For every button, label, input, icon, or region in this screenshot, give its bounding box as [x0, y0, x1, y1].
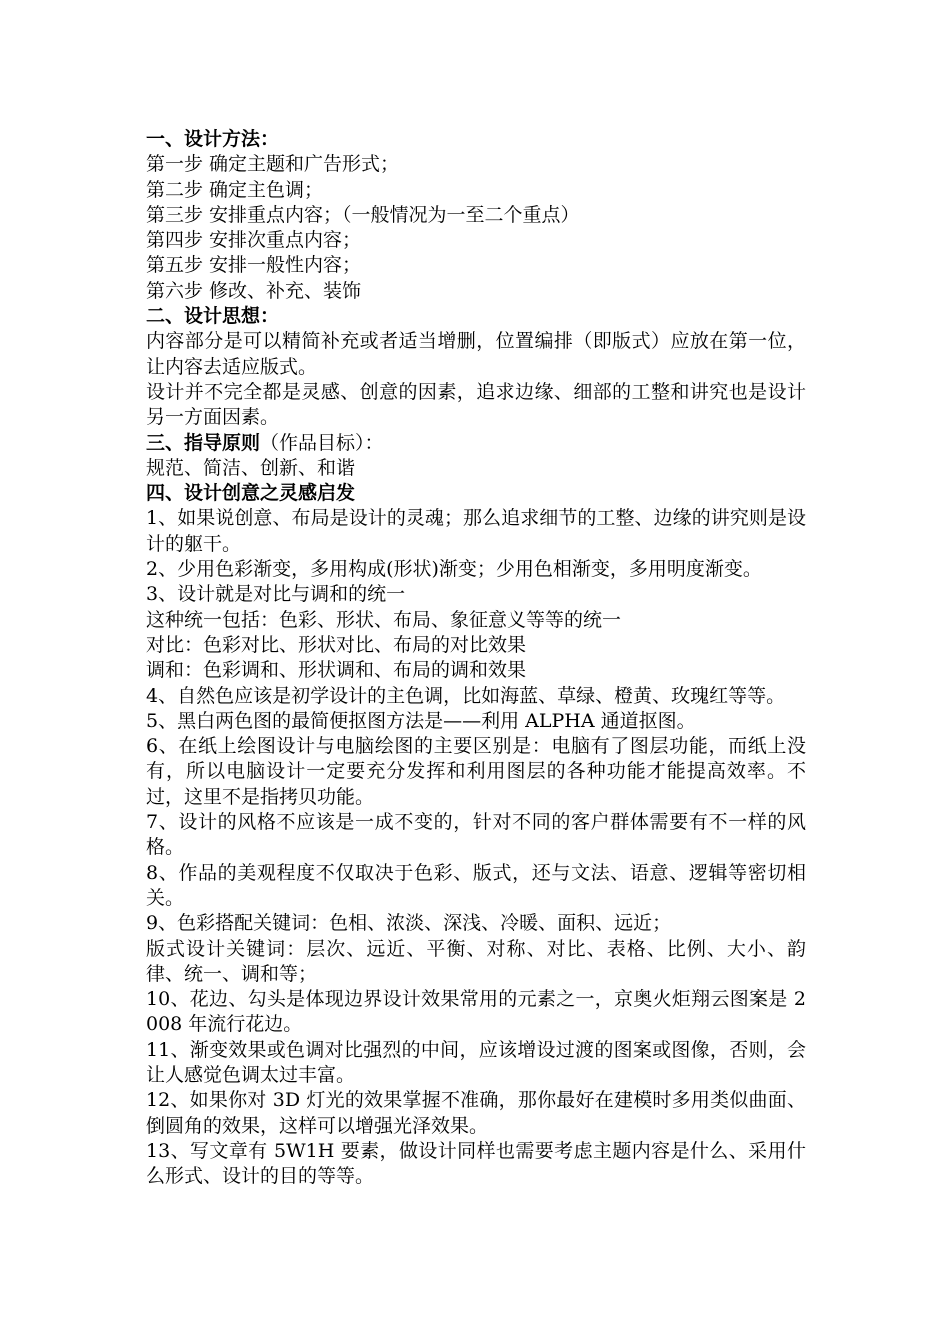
list-item: 1、如果说创意、布局是设计的灵魂；那么追求细节的工整、边缘的讲究则是设计的躯干。: [146, 507, 806, 555]
list-item: 4、自然色应该是初学设计的主色调，比如海蓝、草绿、橙黄、玫瑰红等等。: [146, 684, 786, 707]
list-item: 6、在纸上绘图设计与电脑绘图的主要区别是：电脑有了图层功能，而纸上没有，所以电脑设计一定要充分发挥和利用图层的各种功能才能提高效率。不过，这里不是指拷贝功能。: [146, 735, 806, 808]
list-item: 版式设计关键词：层次、远近、平衡、对称、对比、表格、比例、大小、韵律、统一、调和等；: [146, 937, 806, 985]
step-line: 第五步 安排一般性内容；: [146, 254, 362, 277]
list-item: 11、渐变效果或色调对比强烈的中间，应该增设过渡的图案或图像，否则，会让人感觉色调太过丰富。: [146, 1038, 806, 1086]
list-item: 2、少用色彩渐变，多用构成(形状)渐变；少用色相渐变，多用明度渐变。: [146, 558, 762, 581]
list-item: 5、黑白两色图的最简便抠图方法是——利用 ALPHA 通道抠图。: [146, 709, 696, 732]
step-line: 第二步 确定主色调；: [146, 178, 324, 201]
paragraph: 设计并不完全都是灵感、创意的因素，追求边缘、细部的工整和讲究也是设计另一方面因素。: [146, 380, 806, 429]
list-item: 这种统一包括：色彩、形状、布局、象征意义等等的统一: [146, 608, 622, 631]
heading-bold-part: 三、指导原则: [146, 431, 261, 454]
section-heading-inspiration: 四、设计创意之灵感启发: [146, 482, 356, 505]
list-item: 9、色彩搭配关键词：色相、浓淡、深浅、冷暖、面积、远近；: [146, 912, 672, 935]
step-line: 第一步 确定主题和广告形式；: [146, 153, 400, 176]
list-item: 调和：色彩调和、形状调和、布局的调和效果: [146, 659, 527, 682]
step-line: 第四步 安排次重点内容；: [146, 229, 362, 252]
heading-normal-part: （作品目标）：: [260, 431, 384, 454]
list-item: 10、花边、勾头是体现边界设计效果常用的元素之一，京奥火炬翔云图案是 2008 年流行花边。: [146, 988, 806, 1036]
paragraph: 内容部分是可以精简补充或者适当增删，位置编排（即版式）应放在第一位，让内容去适应版式。: [146, 330, 806, 378]
principles-text: 规范、简洁、创新、和谐: [146, 456, 356, 479]
section-heading-design-thinking: 二、设计思想：: [146, 305, 280, 328]
section-heading-design-method: 一、设计方法：: [146, 128, 280, 150]
list-item: 8、作品的美观程度不仅取决于色彩、版式，还与文法、语意、逻辑等密切相关。: [146, 861, 806, 909]
section-heading-guiding-principles: [146, 431, 806, 456]
step-line: 第六步 修改、补充、装饰: [146, 279, 362, 302]
list-item: 3、设计就是对比与调和的统一: [146, 583, 406, 606]
list-item: 对比：色彩对比、形状对比、布局的对比效果: [146, 633, 527, 656]
list-item: 12、如果你对 3D 灯光的效果掌握不准确，那你最好在建模时多用类似曲面、倒圆角的效果，这样可以增强光泽效果。: [146, 1089, 806, 1137]
list-item: 13、写文章有 5W1H 要素，做设计同样也需要考虑主题内容是什么、采用什么形式、设计的目的等等。: [146, 1139, 806, 1188]
document-body: [146, 127, 806, 1189]
step-line: 第三步 安排重点内容；（一般情况为一至二个重点）: [146, 203, 580, 226]
list-item: 7、设计的风格不应该是一成不变的，针对不同的客户群体需要有不一样的风格。: [146, 811, 806, 859]
